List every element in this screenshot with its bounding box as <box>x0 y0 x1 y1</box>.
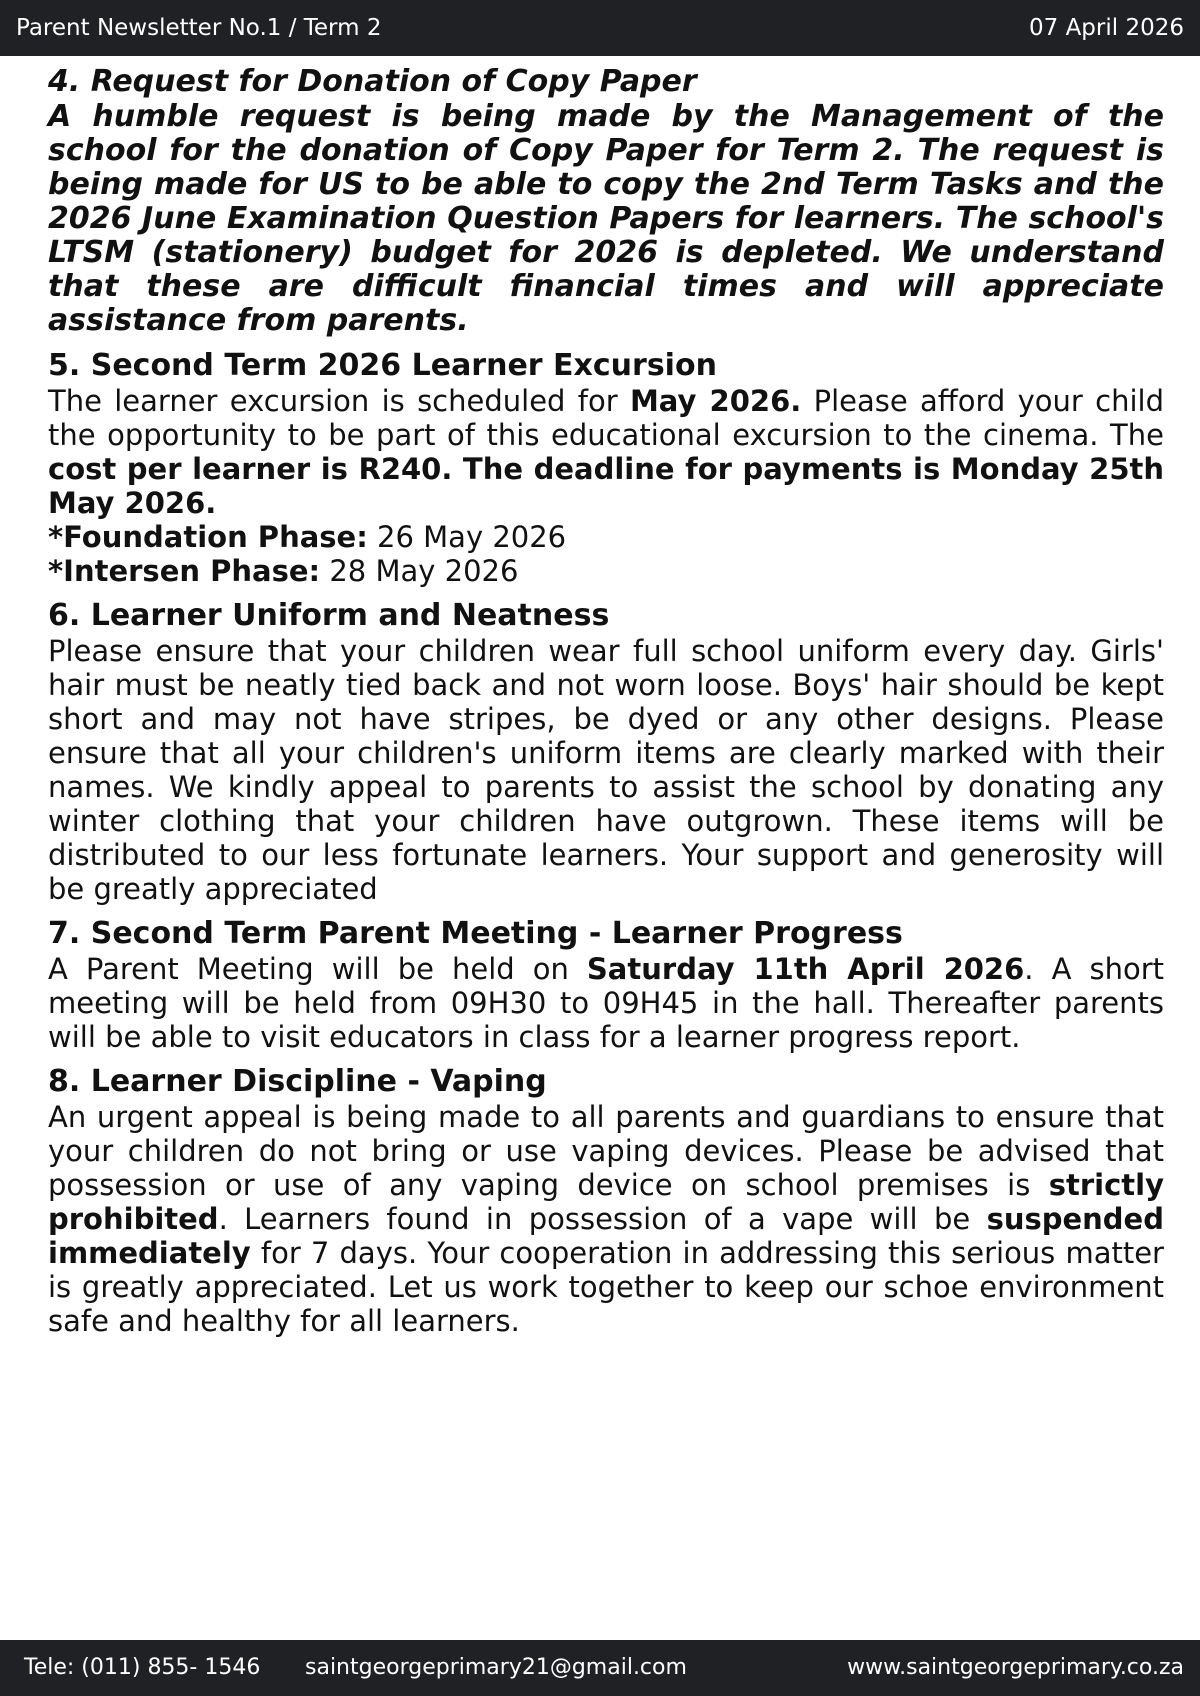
footer-phone: Tele: (011) 855- 1546 <box>24 1655 261 1680</box>
phase-label: *Foundation Phase: <box>48 520 368 554</box>
section-heading: 6. Learner Uniform and Neatness <box>48 598 610 633</box>
footer-website-link[interactable]: www.saintgeorgeprimary.co.za <box>847 1655 1184 1680</box>
newsletter-content <box>48 64 1164 1348</box>
section-learner-discipline-vaping <box>48 1064 1164 1338</box>
body-text: A Parent Meeting will be held on <box>48 952 587 986</box>
section-body <box>48 952 1164 1054</box>
section-body: A humble request is being made by the Management of the school for the donation of Copy Paper for Term 2. The request is being made for US to be able to copy the 2nd Term Tasks and the 2026 June Examination Question Papers for learners. The school's LTSM (stationery) budget for 2026 is depleted. We understand that these are difficult financial times and will appreciate assistance from parents. <box>48 99 1164 338</box>
phase-date: 26 May 2026 <box>367 520 567 554</box>
section-heading: 8. Learner Discipline - Vaping <box>48 1064 547 1099</box>
body-emphasis: suspended immediately <box>48 1202 1164 1270</box>
section-body: Please ensure that your children wear full school uniform every day. Girls' hair must be neatly tied back and not worn loose. Boys' hair should be kept short and may not have stripes, be dyed or any other designs. Please ensure that all your children's uniform items are clearly marked with their names. We kindly appeal to parents to assist the school by donating any winter clothing that your children have outgrown. These items will be distributed to our less fortunate learners. Your support and generosity will be greatly appreciated <box>48 634 1164 906</box>
newsletter-date: 07 April 2026 <box>1029 15 1184 41</box>
body-emphasis: May 2026. <box>629 384 802 418</box>
newsletter-footer-bar <box>0 1640 1200 1696</box>
body-text: An urgent appeal is being made to all parents and guardians to ensure that your children do not bring or use vaping devices. Please be advised that possession or use of any vaping device on school premises is <box>48 1100 1164 1202</box>
body-text: . A short meeting will be held from 09H30 to 09H45 in the hall. Thereafter parents will be able to visit educators in class for a learner progress report. <box>48 952 1164 1054</box>
newsletter-title: Parent Newsletter No.1 / Term 2 <box>16 15 382 41</box>
section-heading: 7. Second Term Parent Meeting - Learner Progress <box>48 916 903 951</box>
phase-date-item <box>48 520 1164 554</box>
body-text: . Learners found in possession of a vape will be <box>218 1202 987 1236</box>
body-emphasis: strictly prohibited <box>48 1168 1164 1236</box>
section-heading: 5. Second Term 2026 Learner Excursion <box>48 348 717 383</box>
phase-label: *Intersen Phase: <box>48 554 321 588</box>
body-text: Please afford your child the opportunity to be part of this educational excursion to the cinema. The <box>48 384 1164 452</box>
section-heading: 4. Request for Donation of Copy Paper <box>48 64 697 99</box>
section-copy-paper-donation <box>48 64 1164 338</box>
section-parent-meeting <box>48 916 1164 1054</box>
footer-email-link[interactable]: saintgeorgeprimary21@gmail.com <box>305 1655 687 1680</box>
body-emphasis: cost per learner is R240. The deadline for payments is Monday 25th May 2026. <box>48 452 1164 520</box>
body-emphasis: Saturday 11th April 2026 <box>586 952 1025 986</box>
section-body <box>48 1100 1164 1338</box>
section-body <box>48 384 1164 520</box>
section-uniform-neatness <box>48 598 1164 906</box>
phase-date: 28 May 2026 <box>320 554 519 588</box>
body-text: The learner excursion is scheduled for <box>48 384 630 418</box>
section-learner-excursion <box>48 348 1164 588</box>
newsletter-header-bar <box>0 0 1200 56</box>
phase-date-item <box>48 554 1164 588</box>
body-text: for 7 days. Your cooperation in addressing this serious matter is greatly appreciated. Let us work together to keep our schoe environment safe and healthy for all learners. <box>48 1236 1164 1338</box>
